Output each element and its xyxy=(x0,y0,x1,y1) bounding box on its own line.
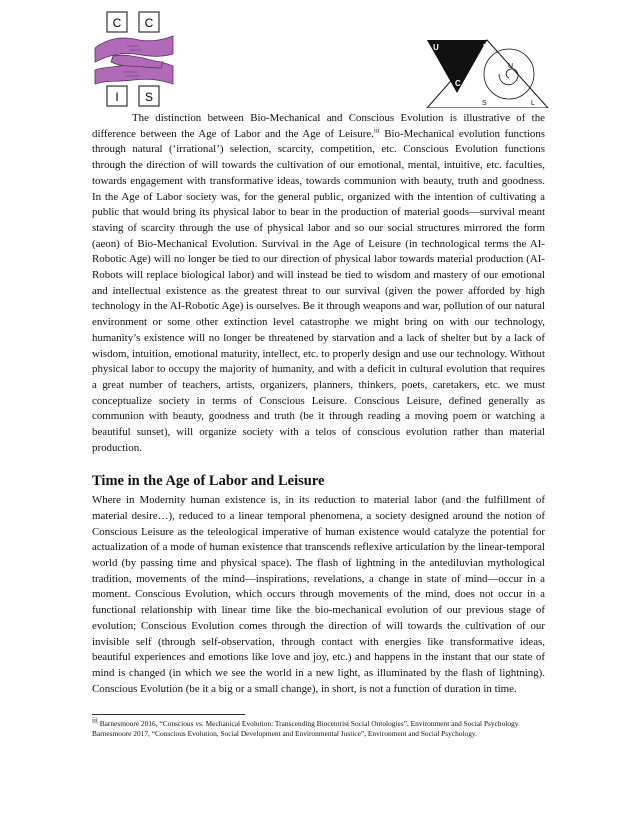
logo-letter-4: S xyxy=(144,90,154,104)
footnote-ref[interactable]: iii xyxy=(373,126,380,135)
logo-letter-l: L xyxy=(531,100,535,107)
footnote-divider xyxy=(92,714,245,715)
logo-letter-u2: U xyxy=(508,63,514,70)
paragraph-time: Where in Modernity human existence is, in its reduction to material labor (and the fulfillment of material desire…), reduced to a linear temporal phenomena, a society designed around the notion of Conscious Leisure as the teleological imperative of human existence would catalyze the potential for actualization of a mode of human existence that transcends reflexive articulation by the linear-temporal world (by passing time and physical space). The flash of lightning in the antediluvian mythological tradition, movements of the mind—inspirations, revelations, a change in state of mind—occur in a moment. Conscious Evolution, which occurs through movements of the mind, does not occur in a functional relationship with linear time like the bio-mechanical evolution of our previous stage of evolution; Conscious Evolution comes through the direction of will towards the cultivation of our invisible self (through self-observation, through contact with energies like transformative ideas, beautiful experiences and emotions like love and joy, etc.) and happens in the instant that our state of mind is changed (in which we see the world in a new light, as illuminated by the flash of lightning). Conscious Evolution (be it a big or a small change), in short, is not a function of duration in time. xyxy=(92,494,545,695)
article-body xyxy=(92,111,545,697)
logo-letter-1: C xyxy=(112,16,122,30)
paragraph-bio-mechanical xyxy=(92,111,545,456)
section-heading: Time in the Age of Labor and Leisure xyxy=(92,473,325,490)
paragraph1-part2: Bio-Mechanical evolution functions through natural (‘irrational’) selection, scarcity, competition, etc. Conscious Evolution functions through the direction of will towards the cultivation of our emotional, mental, intuitive, etc. faculties, towards engagement with transformative ideas, towards communion with beauty, truth and goodness. In the Age of Labor society was, for the general public, organized with the intention of cultivating a public that would bring its physical labor to bear in the production of material goods—survival meant staving of scarcity through the use of physical labor and so our social structures mirrored the form (aeon) of Bio-Mechanical Evolution. Survival in the Age of Leisure (in technological terms the AI-Robotic Age) will no longer be tied to our direction of physical labor towards material production (AI-Robots will replace biological labor) and will instead be tied to wisdom and mastery of our emotional and intellectual existence as the greatest threat to our survival (given the power afforded by high technology in the AI-Robotic Age) is ourselves. Be it through weapons and war, pollution of our natural environment or some other extinction level catastrophe we might bring on with our technology, humanity’s existence will no longer be threatened by starvation and a lack of shelter but by a lack of wisdom, intuition, emotional maturity, intellect, etc. to properly design and use our technology. Without physical labor to occupy the majority of humanity, and with a deficit in cultural evolution that requires a great number of teachers, artists, organizers, planners, thinkers, poets, caretakers, etc. we must conceptualize society in terms of Conscious Leisure. Conscious Leisure, defined generally as communion with beauty, goodness and truth (be it through reading a moving poem or watching a beautiful sunset), will organize society with a telos of conscious evolution rather than material production. xyxy=(92,127,545,454)
logo-letter-2: C xyxy=(144,16,154,30)
footnote-1-text: Barnesmoore 2016, “Conscious vs. Mechanical Evolution: Transcending Biocentrist Social Ontologies”, Environment and Social Psychology. xyxy=(97,719,520,728)
footnote-2: Barnesmoore 2017, “Conscious Evolution, Social Development and Environmental Justice”, Environment and Social Psychology. xyxy=(92,729,477,738)
ubcusl-logo xyxy=(425,38,550,108)
joined-hands-icon xyxy=(95,36,173,84)
footnote-1 xyxy=(92,716,545,729)
logo-circle xyxy=(484,49,534,99)
ccis-logo xyxy=(93,10,175,110)
logo-letter-c: C xyxy=(455,79,461,88)
paragraph1-part1: The distinction between Bio-Mechanical and Conscious Evolution is illustrative of the difference between the Age of Labor and the Age of Leisure. xyxy=(92,112,545,140)
logo-letter-3: I xyxy=(115,90,119,104)
footnote-1-mark: iii xyxy=(92,716,98,725)
logo-letter-s: S xyxy=(482,100,487,107)
logo-letter-u1: U xyxy=(433,43,439,52)
footnotes xyxy=(92,716,545,739)
logo-letter-b: B xyxy=(483,43,489,52)
